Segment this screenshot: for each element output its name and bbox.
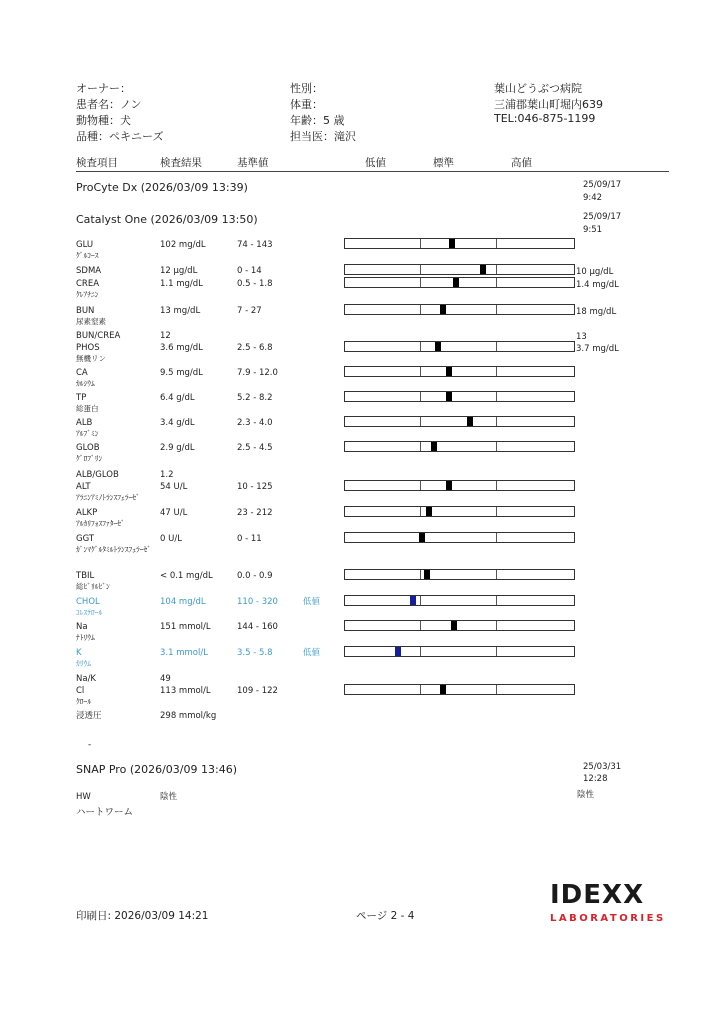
- snap-prev-date: 25/03/31: [583, 762, 622, 772]
- range-bar-divider: [496, 481, 497, 490]
- range-bar-divider: [420, 239, 421, 248]
- result-test-name: GGT: [76, 534, 95, 544]
- result-test-subname: ｶﾞﾝﾏｸﾞﾙﾀﾐﾙﾄﾗﾝｽﾌｪﾗｰｾﾞ: [76, 545, 151, 554]
- range-bar-divider: [420, 647, 421, 656]
- catalyst-prev-time: 9:51: [583, 225, 603, 235]
- result-marker: [440, 305, 446, 314]
- result-range-bar: [344, 569, 575, 580]
- snap-test-name: HW: [76, 792, 91, 802]
- result-value: 47 U/L: [160, 508, 188, 518]
- result-test-name: Na/K: [76, 674, 97, 684]
- result-marker: [480, 265, 486, 274]
- result-test-subname: ｸﾚｱﾁﾆﾝ: [76, 290, 99, 299]
- result-marker: [419, 533, 425, 542]
- result-marker: [395, 647, 401, 656]
- result-value: 3.6 mg/dL: [160, 343, 203, 353]
- result-test-name: GLU: [76, 240, 94, 250]
- result-test-subname: ｱﾙｶﾘﾌｫｽﾌｧﾀｰｾﾞ: [76, 519, 125, 528]
- clinic-name: 葉山どうぶつ病院: [494, 82, 582, 95]
- result-marker: [431, 442, 437, 451]
- snap-test-sub: ハートワーム: [76, 807, 134, 818]
- result-low-flag: 低値: [303, 597, 321, 607]
- result-range-bar: [344, 595, 575, 606]
- range-bar-divider: [496, 305, 497, 314]
- clinic-tel: TEL:046-875-1199: [494, 112, 596, 125]
- result-test-name: CHOL: [76, 597, 100, 607]
- result-range-bar: [344, 441, 575, 452]
- result-test-subname: ﾅﾄﾘｳﾑ: [76, 633, 95, 642]
- result-previous-value: 1.4 mg/dL: [576, 280, 619, 290]
- result-value: 2.9 g/dL: [160, 443, 195, 453]
- range-bar-divider: [496, 685, 497, 694]
- result-test-subname: ｺﾚｽﾃﾛｰﾙ: [76, 608, 103, 617]
- result-reference-range: 7 - 27: [237, 306, 262, 316]
- range-bar-divider: [496, 239, 497, 248]
- animal-species: 動物種：犬: [76, 114, 131, 127]
- range-bar-divider: [420, 570, 421, 579]
- result-test-name: ALB: [76, 418, 93, 428]
- result-range-bar: [344, 646, 575, 657]
- result-test-subname: ｸﾞﾛﾌﾞﾘﾝ: [76, 454, 103, 463]
- breed: 品種：ペキニーズ: [76, 130, 164, 143]
- result-marker: [410, 596, 416, 605]
- range-bar-divider: [496, 278, 497, 287]
- result-test-name: ALB/GLOB: [76, 470, 119, 480]
- result-value: 6.4 g/dL: [160, 393, 195, 403]
- owner-label: オーナー：: [76, 82, 131, 95]
- catalyst-prev-date: 25/09/17: [583, 212, 622, 222]
- range-bar-divider: [420, 685, 421, 694]
- result-test-name: BUN/CREA: [76, 331, 121, 341]
- result-value: 9.5 mg/dL: [160, 368, 203, 378]
- result-test-subname: ｱﾙﾌﾞﾐﾝ: [76, 429, 99, 438]
- range-bar-divider: [496, 342, 497, 351]
- result-test-name: ALT: [76, 482, 91, 492]
- range-bar-divider: [420, 442, 421, 451]
- result-value: 0 U/L: [160, 534, 182, 544]
- result-test-name: 浸透圧: [76, 711, 102, 721]
- result-test-name: CA: [76, 368, 88, 378]
- snap-result: 陰性: [160, 792, 178, 802]
- result-marker: [449, 239, 455, 248]
- result-reference-range: 10 - 125: [237, 482, 273, 492]
- col-header-item: 検査項目: [76, 157, 118, 169]
- procyte-section-title: ProCyte Dx (2026/03/09 13:39): [76, 181, 248, 194]
- result-range-bar: [344, 264, 575, 275]
- result-test-subname: ｸﾞﾙｺｰｽ: [76, 251, 99, 260]
- result-reference-range: 0.5 - 1.8: [237, 279, 273, 289]
- result-test-subname: ｶﾙｼｳﾑ: [76, 379, 95, 388]
- range-bar-divider: [496, 417, 497, 426]
- col-header-reference: 基準値: [237, 157, 269, 169]
- result-marker: [453, 278, 459, 287]
- result-reference-range: 0 - 14: [237, 266, 262, 276]
- result-value: 298 mmol/kg: [160, 711, 217, 721]
- result-range-bar: [344, 304, 575, 315]
- result-marker: [440, 685, 446, 694]
- result-test-subname: 無機リン: [76, 354, 106, 363]
- result-previous-value: 13: [576, 332, 587, 342]
- snap-prev-result: 陰性: [577, 790, 595, 800]
- col-header-high: 高値: [511, 157, 532, 169]
- result-test-name: CREA: [76, 279, 100, 289]
- result-reference-range: 2.5 - 6.8: [237, 343, 273, 353]
- result-value: 12 µg/dL: [160, 266, 198, 276]
- result-range-bar: [344, 620, 575, 631]
- range-bar-divider: [420, 265, 421, 274]
- range-bar-divider: [420, 392, 421, 401]
- snap-section-title: SNAP Pro (2026/03/09 13:46): [76, 763, 237, 776]
- result-reference-range: 109 - 122: [237, 686, 278, 696]
- result-marker: [451, 621, 457, 630]
- range-bar-divider: [420, 305, 421, 314]
- col-header-result: 検査結果: [160, 157, 202, 169]
- range-bar-divider: [496, 367, 497, 376]
- snap-prev-time: 12:28: [583, 774, 608, 784]
- idexx-logo-wordmark: IDEXX: [550, 880, 645, 910]
- result-test-name: BUN: [76, 306, 95, 316]
- result-test-name: TP: [76, 393, 87, 403]
- result-value: 151 mmol/L: [160, 622, 211, 632]
- result-test-name: Na: [76, 622, 88, 632]
- result-value: < 0.1 mg/dL: [160, 571, 213, 581]
- clinic-address: 三浦郡葉山町堀内639: [494, 98, 603, 111]
- result-range-bar: [344, 532, 575, 543]
- result-marker: [446, 367, 452, 376]
- result-reference-range: 0 - 11: [237, 534, 262, 544]
- procyte-prev-time: 9:42: [583, 193, 603, 203]
- result-value: 113 mmol/L: [160, 686, 211, 696]
- range-bar-divider: [496, 442, 497, 451]
- range-bar-divider: [420, 481, 421, 490]
- idexx-logo-tagline: LABORATORIES: [550, 913, 666, 924]
- doctor: 担当医：滝沢: [290, 130, 356, 143]
- weight-label: 体重：: [290, 98, 323, 111]
- result-marker: [446, 392, 452, 401]
- result-marker: [426, 507, 432, 516]
- result-test-subname: ｶﾘｳﾑ: [76, 659, 91, 668]
- range-bar-divider: [420, 278, 421, 287]
- result-value: 3.4 g/dL: [160, 418, 195, 428]
- result-previous-value: 3.7 mg/dL: [576, 344, 619, 354]
- range-bar-divider: [420, 367, 421, 376]
- result-range-bar: [344, 391, 575, 402]
- page-number: ページ 2 - 4: [356, 910, 415, 922]
- result-reference-range: 7.9 - 12.0: [237, 368, 278, 378]
- range-bar-divider: [420, 596, 421, 605]
- header-divider: [76, 171, 669, 172]
- range-bar-divider: [420, 621, 421, 630]
- result-value: 104 mg/dL: [160, 597, 206, 607]
- result-reference-range: 74 - 143: [237, 240, 273, 250]
- procyte-prev-date: 25/09/17: [583, 180, 622, 190]
- result-reference-range: 0.0 - 0.9: [237, 571, 273, 581]
- result-test-subname: ｸﾛｰﾙ: [76, 697, 91, 706]
- result-test-name: TBIL: [76, 571, 95, 581]
- result-value: 102 mg/dL: [160, 240, 206, 250]
- result-range-bar: [344, 480, 575, 491]
- result-reference-range: 3.5 - 5.8: [237, 648, 273, 658]
- result-marker: [424, 570, 430, 579]
- result-reference-range: 2.5 - 4.5: [237, 443, 273, 453]
- dash-mark: -: [88, 740, 92, 750]
- result-previous-value: 18 mg/dL: [576, 307, 617, 317]
- result-test-name: Cl: [76, 686, 85, 696]
- result-reference-range: 5.2 - 8.2: [237, 393, 273, 403]
- result-test-subname: ｱﾗﾆﾝｱﾐﾉﾄﾗﾝｽﾌｪﾗｰｾﾞ: [76, 493, 140, 502]
- result-marker: [467, 417, 473, 426]
- result-test-name: K: [76, 648, 82, 658]
- sex-label: 性別：: [290, 82, 323, 95]
- result-test-name: SDMA: [76, 266, 102, 276]
- result-low-flag: 低値: [303, 648, 321, 658]
- range-bar-divider: [420, 417, 421, 426]
- result-reference-range: 2.3 - 4.0: [237, 418, 273, 428]
- result-test-subname: 総ﾋﾞﾘﾙﾋﾞﾝ: [76, 582, 110, 591]
- result-range-bar: [344, 238, 575, 249]
- result-reference-range: 23 - 212: [237, 508, 273, 518]
- result-test-name: PHOS: [76, 343, 100, 353]
- range-bar-divider: [496, 570, 497, 579]
- range-bar-divider: [496, 265, 497, 274]
- col-header-low: 低値: [365, 157, 386, 169]
- range-bar-divider: [420, 342, 421, 351]
- result-range-bar: [344, 684, 575, 695]
- range-bar-divider: [420, 507, 421, 516]
- result-range-bar: [344, 277, 575, 288]
- range-bar-divider: [496, 621, 497, 630]
- result-value: 1.2: [160, 470, 174, 480]
- result-marker: [446, 481, 452, 490]
- range-bar-divider: [496, 507, 497, 516]
- result-range-bar: [344, 506, 575, 517]
- result-range-bar: [344, 416, 575, 427]
- result-value: 3.1 mmol/L: [160, 648, 208, 658]
- result-test-name: ALKP: [76, 508, 98, 518]
- range-bar-divider: [496, 392, 497, 401]
- result-previous-value: 10 µg/dL: [576, 267, 614, 277]
- result-value: 12: [160, 331, 171, 341]
- result-range-bar: [344, 341, 575, 352]
- result-range-bar: [344, 366, 575, 377]
- result-test-name: GLOB: [76, 443, 100, 453]
- result-test-subname: 尿素窒素: [76, 317, 106, 326]
- patient-name: 患者名：ノン: [76, 98, 142, 111]
- result-value: 54 U/L: [160, 482, 188, 492]
- range-bar-divider: [496, 533, 497, 542]
- result-test-subname: 総蛋白: [76, 404, 99, 413]
- catalyst-section-title: Catalyst One (2026/03/09 13:50): [76, 213, 258, 226]
- result-value: 1.1 mg/dL: [160, 279, 203, 289]
- result-value: 49: [160, 674, 171, 684]
- print-date: 印刷日: 2026/03/09 14:21: [76, 910, 209, 922]
- range-bar-divider: [496, 647, 497, 656]
- result-reference-range: 110 - 320: [237, 597, 278, 607]
- col-header-normal: 標準: [433, 157, 454, 169]
- range-bar-divider: [496, 596, 497, 605]
- result-marker: [435, 342, 441, 351]
- age: 年齢：5 歳: [290, 114, 345, 127]
- result-value: 13 mg/dL: [160, 306, 201, 316]
- result-reference-range: 144 - 160: [237, 622, 278, 632]
